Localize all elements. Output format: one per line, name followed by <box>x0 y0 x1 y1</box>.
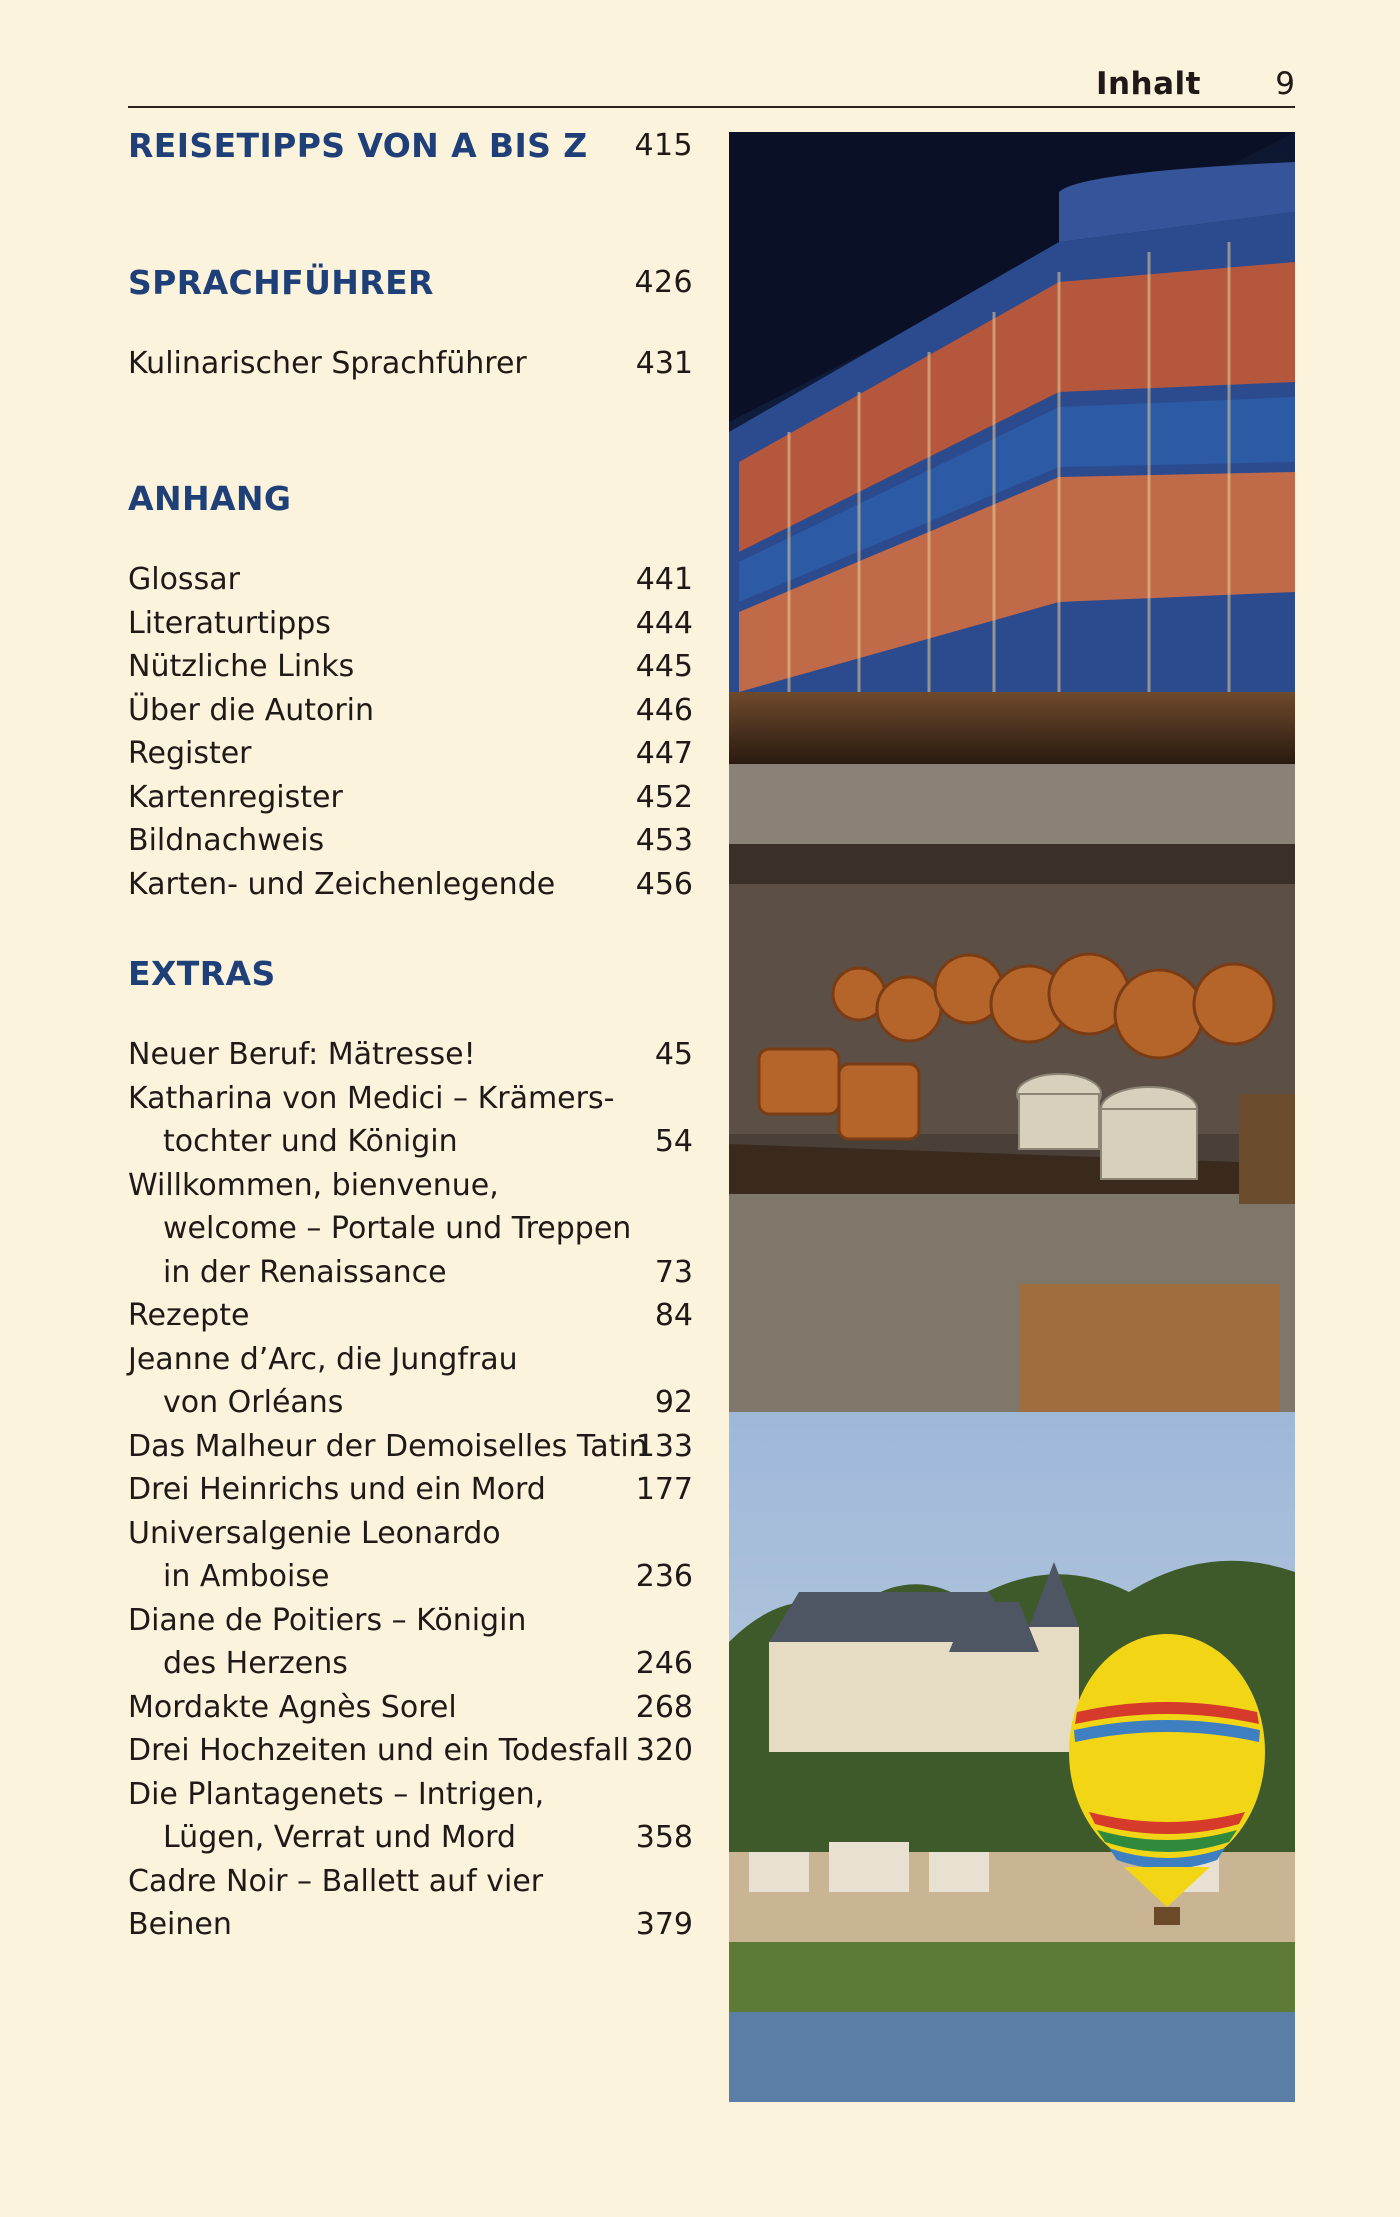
toc-page-number: 415 <box>634 128 693 163</box>
toc-entry-title: Nützliche Links <box>128 649 355 684</box>
toc-entry[interactable] <box>128 602 693 645</box>
toc-entry[interactable] <box>128 1468 693 1511</box>
photo-copper-kitchen <box>729 764 1295 1412</box>
toc-page-number: 456 <box>635 866 693 902</box>
toc-heading-sprachfuehrer[interactable] <box>128 261 693 304</box>
toc-entry[interactable] <box>128 1599 693 1642</box>
toc-entry-title: in der Renaissance <box>163 1254 447 1290</box>
toc-entry-title: Diane de Poitiers – Königin <box>128 1602 527 1638</box>
photo-castle-balloon <box>729 1412 1295 2102</box>
toc-entry-title: Rezepte <box>128 1298 250 1333</box>
toc-entry[interactable] <box>128 1773 693 1816</box>
running-header <box>128 62 1295 108</box>
toc-entry-title: Literaturtipps <box>128 605 331 641</box>
photo-tapestry <box>729 132 1295 764</box>
toc-entry-title: Willkommen, bienvenue, <box>128 1167 499 1203</box>
toc-entry-continuation[interactable] <box>128 1816 693 1859</box>
photo-column <box>729 132 1295 2102</box>
toc-entry-continuation[interactable] <box>128 1207 693 1250</box>
toc-page-number: 426 <box>634 265 693 300</box>
header-page-number: 9 <box>1275 66 1295 102</box>
toc-entry-title: Über die Autorin <box>128 692 375 728</box>
toc-heading-reisetipps[interactable] <box>128 124 693 167</box>
toc-page-number: 431 <box>635 346 693 381</box>
toc-page-number: 452 <box>635 779 693 815</box>
toc-entry[interactable] <box>128 1294 693 1337</box>
toc-entry[interactable] <box>128 1860 693 1903</box>
toc-page-number: 446 <box>635 692 693 728</box>
toc-page-number: 73 <box>654 1254 693 1290</box>
toc-entry[interactable] <box>128 1077 693 1120</box>
toc-entry-title: Glossar <box>128 562 240 597</box>
toc-entry-title: Drei Hochzeiten und ein Todesfall <box>128 1733 630 1768</box>
toc-entry[interactable] <box>128 1425 693 1468</box>
toc-page-number: 444 <box>635 605 693 641</box>
toc-page-number: 358 <box>635 1820 693 1855</box>
toc-page-number: 268 <box>635 1689 693 1725</box>
header-title: Inhalt <box>1095 66 1201 102</box>
toc-entry-title: Katharina von Medici – Krämers- <box>128 1080 615 1116</box>
toc-entry-title: Kulinarischer Sprachführer <box>128 346 527 381</box>
toc-page-number: 133 <box>635 1428 693 1464</box>
toc-entry-title: Beinen <box>128 1907 232 1942</box>
toc-entry-title: Neuer Beruf: Mätresse! <box>128 1037 476 1072</box>
toc-entry[interactable] <box>128 863 693 906</box>
toc-entry-title: welcome – Portale und Treppen <box>163 1211 632 1246</box>
toc-heading-title: ANHANG <box>128 479 292 518</box>
toc-heading-title: SPRACHFÜHRER <box>128 263 434 302</box>
toc-entry[interactable] <box>128 776 693 819</box>
toc-page-number: 447 <box>635 736 693 771</box>
toc-entry-continuation[interactable] <box>128 1903 693 1946</box>
toc-heading-title: REISETIPPS VON A BIS Z <box>128 126 588 165</box>
toc-entry[interactable] <box>128 1033 693 1076</box>
toc-entry[interactable] <box>128 1164 693 1207</box>
toc-entry-title: Das Malheur der Demoiselles Tatin <box>128 1428 648 1464</box>
toc-entry-title: Register <box>128 736 252 771</box>
toc-entry-title: in Amboise <box>163 1559 330 1594</box>
toc-entry-title: Universalgenie Leonardo <box>128 1515 501 1551</box>
toc-page-number: 45 <box>654 1037 693 1072</box>
toc-entry[interactable] <box>128 1512 693 1555</box>
toc-page-number: 54 <box>654 1124 693 1159</box>
toc-entry-title: Kartenregister <box>128 779 343 815</box>
toc-page-number: 320 <box>635 1733 693 1768</box>
toc-page-number: 84 <box>654 1298 693 1333</box>
toc-page-number: 236 <box>635 1559 693 1594</box>
toc-heading-extras[interactable] <box>128 952 693 995</box>
toc-entry[interactable] <box>128 1338 693 1381</box>
toc-page-number: 177 <box>635 1472 693 1507</box>
toc-entry[interactable] <box>128 558 693 601</box>
toc-entry-title: Jeanne d’Arc, die Jungfrau <box>128 1341 518 1377</box>
toc-page-number: 453 <box>635 823 693 858</box>
toc-entry-title: Bildnachweis <box>128 823 325 858</box>
toc-entry-title: Cadre Noir – Ballett auf vier <box>128 1863 544 1899</box>
toc-entry-continuation[interactable] <box>128 1120 693 1163</box>
toc-entry-title: Mordakte Agnès Sorel <box>128 1689 457 1725</box>
toc-entry-continuation[interactable] <box>128 1555 693 1598</box>
toc-page-number: 441 <box>635 562 693 597</box>
toc-page-number: 92 <box>654 1385 693 1420</box>
toc-heading-anhang[interactable] <box>128 477 693 520</box>
toc-entry-title: Drei Heinrichs und ein Mord <box>128 1472 546 1507</box>
toc-entry[interactable] <box>128 645 693 688</box>
toc-entry[interactable] <box>128 342 693 385</box>
toc-page-number: 379 <box>635 1907 693 1942</box>
toc-entry-title: von Orléans <box>163 1385 344 1420</box>
toc-entry[interactable] <box>128 1686 693 1729</box>
toc-entry-continuation[interactable] <box>128 1642 693 1685</box>
toc-entry-continuation[interactable] <box>128 1381 693 1424</box>
toc-entry[interactable] <box>128 732 693 775</box>
toc-page-number: 246 <box>635 1646 693 1681</box>
toc-entry-title: Karten- und Zeichenlegende <box>128 866 556 902</box>
toc-entry-continuation[interactable] <box>128 1251 693 1294</box>
toc-entry-title: des Herzens <box>163 1646 348 1681</box>
toc-entry-title: tochter und Königin <box>163 1124 458 1159</box>
toc-entry[interactable] <box>128 1729 693 1772</box>
toc-entry[interactable] <box>128 819 693 862</box>
toc-entry-title: Lügen, Verrat und Mord <box>163 1820 516 1855</box>
toc-page-number: 445 <box>635 649 693 684</box>
toc-heading-title: EXTRAS <box>128 954 276 993</box>
toc-entry[interactable] <box>128 689 693 732</box>
toc-entry-title: Die Plantagenets – Intrigen, <box>128 1776 545 1812</box>
